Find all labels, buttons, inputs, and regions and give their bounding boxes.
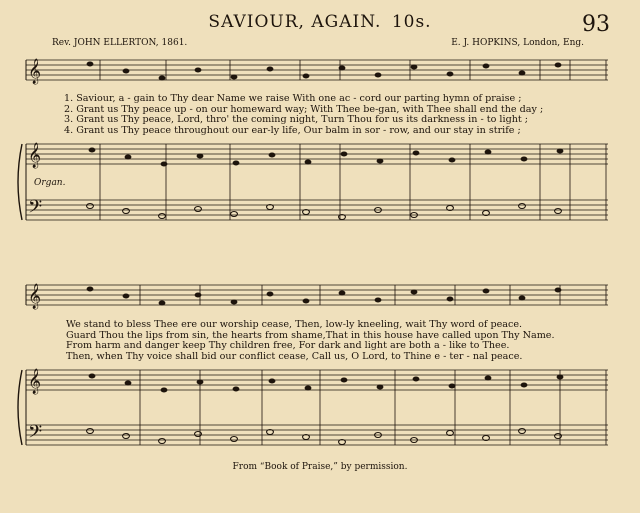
note-head [555, 63, 562, 68]
note-head-bass [519, 204, 526, 209]
note-head-organ [413, 151, 420, 156]
note-head-organ [161, 388, 168, 393]
note-head-organ [233, 387, 240, 392]
note-head [483, 64, 490, 69]
verse-line-1: 1. Saviour, a - gain to Thy dear Name we raise With one ac - cord our parting hymn of praise ; [64, 93, 522, 104]
note-head-organ [557, 149, 564, 154]
note-head [267, 67, 274, 72]
note-head-organ [125, 381, 132, 386]
note-head [519, 296, 526, 301]
treble-clef-organ: 𝄞 [28, 369, 42, 394]
note-head [267, 292, 274, 297]
note-head-organ [233, 161, 240, 166]
note-head [411, 65, 418, 70]
note-head [375, 298, 382, 303]
note-head-organ [557, 375, 564, 380]
note-head-organ [413, 377, 420, 382]
brace [18, 144, 22, 220]
note-head [159, 301, 166, 306]
note-head-organ [269, 153, 276, 158]
note-head [123, 294, 130, 299]
note-head-organ [89, 148, 96, 153]
note-head-organ [341, 152, 348, 157]
lyrics-system-1 [64, 94, 543, 136]
note-head [339, 66, 346, 71]
note-head-bass [195, 207, 202, 212]
note-head [483, 289, 490, 294]
note-head-organ [197, 380, 204, 385]
title-text: SAVIOUR, AGAIN. [208, 12, 382, 32]
page-number: 93 [582, 12, 610, 37]
note-head [87, 62, 94, 67]
note-head [555, 288, 562, 293]
note-head-bass [159, 214, 166, 219]
verse-line-1: We stand to bless Thee ere our worship cease, Then, low-ly kneeling, wait Thy word of peace. [66, 319, 523, 330]
note-head [447, 297, 454, 302]
note-head [195, 68, 202, 73]
note-head-bass [123, 434, 130, 439]
note-head [447, 72, 454, 77]
brace [18, 370, 22, 445]
lyrics-system-2 [66, 320, 555, 362]
meter-text: 10s. [391, 12, 432, 32]
treble-clef-organ: 𝄞 [28, 143, 42, 168]
note-head-organ [449, 384, 456, 389]
note-head-organ [305, 386, 312, 391]
author-credit: Rev. JOHN ELLERTON, 1861. [52, 38, 188, 48]
note-head [339, 291, 346, 296]
note-head-organ [125, 155, 132, 160]
verse-line-3: From harm and danger keep Thy children free, For dark and light are both a - like to Thee. [66, 340, 510, 352]
note-head-organ [269, 379, 276, 384]
note-head-organ [521, 157, 528, 162]
note-head [519, 71, 526, 76]
verse-line-4: 4. Grant us Thy peace throughout our ear-ly life, Our balm in sor - row, and our stay in strife ; [64, 124, 521, 136]
note-head [87, 287, 94, 292]
note-head [159, 76, 166, 81]
note-head-organ [377, 159, 384, 164]
note-head [303, 299, 310, 304]
organ-label: Organ. [34, 178, 66, 188]
note-head [123, 69, 130, 74]
note-head [195, 293, 202, 298]
treble-clef: 𝄞 [28, 284, 42, 309]
composer-credit: E. J. HOPKINS, London, Eng. [451, 38, 584, 48]
note-head-bass [519, 429, 526, 434]
note-head-bass [87, 204, 94, 209]
note-head-organ [197, 154, 204, 159]
note-head [411, 290, 418, 295]
note-head-bass [555, 209, 562, 214]
note-head-bass [87, 429, 94, 434]
footer-permission: From “Book of Praise,” by permission. [232, 462, 408, 472]
treble-clef: 𝄞 [28, 59, 42, 84]
note-head [303, 74, 310, 79]
note-head-organ [521, 383, 528, 388]
note-head-bass [159, 439, 166, 444]
note-head [231, 75, 238, 80]
note-head [375, 73, 382, 78]
note-head-bass [231, 212, 238, 217]
verse-line-3: 3. Grant us Thy peace, Lord, thro' the coming night, Turn Thou for us its darkness in - to light ; [64, 114, 529, 126]
note-head-organ [89, 374, 96, 379]
note-head-organ [449, 158, 456, 163]
note-head-organ [377, 385, 384, 390]
bass-clef: 𝄢 [28, 197, 43, 222]
bass-clef: 𝄢 [28, 422, 43, 447]
verse-line-2: Guard Thou the lips from sin, the hearts from shame,That in this house have called upon Thy Name. [66, 329, 555, 341]
verse-line-4: Then, when Thy voice shall bid our conflict cease, Call us, O Lord, to Thine e - ter - nal peace. [66, 350, 523, 362]
verse-line-2: 2. Grant us Thy peace up - on our homeward way; With Thee be-gan, with Thee shall end the day ; [64, 103, 544, 115]
note-head-organ [485, 150, 492, 155]
note-head-bass [231, 437, 238, 442]
note-head-organ [305, 160, 312, 165]
note-head [231, 300, 238, 305]
note-head-organ [341, 378, 348, 383]
note-head-bass [123, 209, 130, 214]
note-head-organ [161, 162, 168, 167]
note-head-organ [485, 376, 492, 381]
